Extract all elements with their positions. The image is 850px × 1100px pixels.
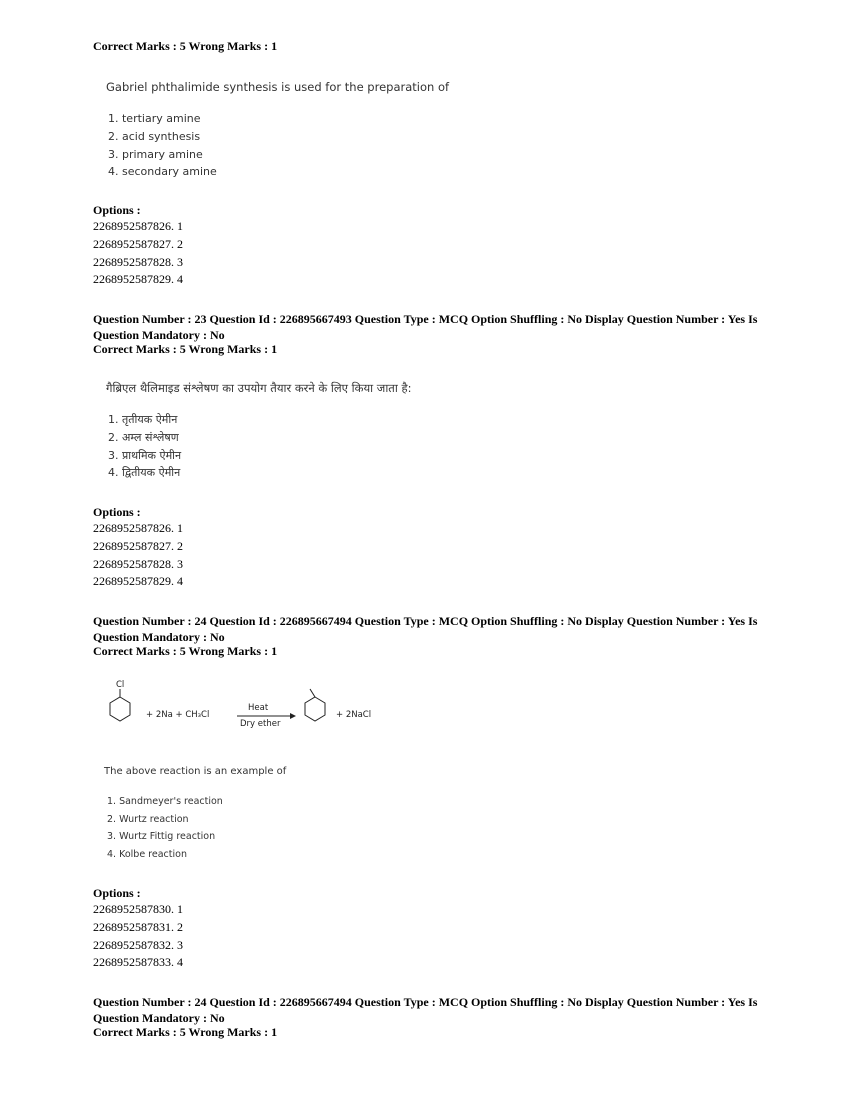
choice-item: 3. प्राथमिक ऐमीन	[108, 448, 182, 462]
choice-item: 1. tertiary amine	[108, 112, 201, 125]
option-item: 2268952587828. 3	[93, 254, 183, 269]
choice-item: 4. Kolbe reaction	[107, 848, 187, 860]
question-header: Question Number : 24 Question Id : 226895667494 Question Type : MCQ Option Shuffling : No Display Question Number : Yes Is Question Mandatory : No	[93, 995, 758, 1025]
option-item: 2268952587828. 3	[93, 556, 183, 571]
question-header: Question Number : 24 Question Id : 226895667494 Question Type : MCQ Option Shuffling : No Display Question Number : Yes Is Question Mandatory : No	[93, 614, 758, 644]
option-item: 2268952587829. 4	[93, 272, 183, 287]
choice-item: 4. द्वितीयक ऐमीन	[108, 466, 181, 480]
arrow-bottom-label: Dry ether	[240, 719, 281, 729]
options-list	[93, 901, 183, 972]
reaction-scheme	[100, 680, 400, 740]
options-label: Options :	[93, 886, 141, 900]
option-item: 2268952587833. 4	[93, 955, 183, 970]
question-text: The above reaction is an example of	[104, 766, 287, 777]
choice-item: 1. Sandmeyer's reaction	[107, 796, 223, 807]
reagent-label: + 2Na + CH₃Cl	[146, 710, 210, 720]
marks-line: Correct Marks : 5 Wrong Marks : 1	[93, 39, 278, 53]
option-item: 2268952587830. 1	[93, 902, 183, 916]
options-label: Options :	[93, 203, 141, 217]
question-text: गैब्रिएल थैलिमाइड संश्लेषण का उपयोग तैयार करने के लिए किया जाता है:	[106, 381, 412, 395]
substituent-label: Cl	[116, 680, 125, 690]
question-header: Question Number : 23 Question Id : 226895667493 Question Type : MCQ Option Shuffling : No Display Question Number : Yes Is Question Mandatory : No	[93, 312, 758, 342]
choice-item: 3. Wurtz Fittig reaction	[107, 831, 216, 843]
option-item: 2268952587827. 2	[93, 236, 183, 251]
marks-line: Correct Marks : 5 Wrong Marks : 1	[93, 342, 278, 356]
option-item: 2268952587826. 1	[93, 521, 183, 535]
options-label: Options :	[93, 505, 141, 519]
question-choices	[107, 793, 223, 863]
question-text: Gabriel phthalimide synthesis is used for the preparation of	[106, 80, 450, 94]
option-item: 2268952587831. 2	[93, 919, 183, 934]
choice-item: 3. primary amine	[108, 147, 203, 161]
options-list	[93, 520, 183, 591]
choice-item: 2. अम्ल संश्लेषण	[108, 430, 179, 444]
product-label: + 2NaCl	[336, 710, 372, 720]
option-item: 2268952587827. 2	[93, 538, 183, 553]
option-item: 2268952587826. 1	[93, 219, 183, 233]
question-choices	[108, 110, 217, 181]
choice-item: 2. Wurtz reaction	[107, 813, 189, 825]
arrow-top-label: Heat	[248, 703, 269, 713]
option-item: 2268952587832. 3	[93, 937, 183, 952]
marks-line: Correct Marks : 5 Wrong Marks : 1	[93, 1025, 278, 1039]
question-choices	[108, 411, 181, 482]
choice-item: 4. secondary amine	[108, 165, 217, 179]
choice-item: 2. acid synthesis	[108, 129, 201, 143]
option-item: 2268952587829. 4	[93, 574, 183, 589]
choice-item: 1. तृतीयक ऐमीन	[108, 413, 178, 426]
marks-line: Correct Marks : 5 Wrong Marks : 1	[93, 644, 278, 658]
options-list	[93, 218, 183, 289]
